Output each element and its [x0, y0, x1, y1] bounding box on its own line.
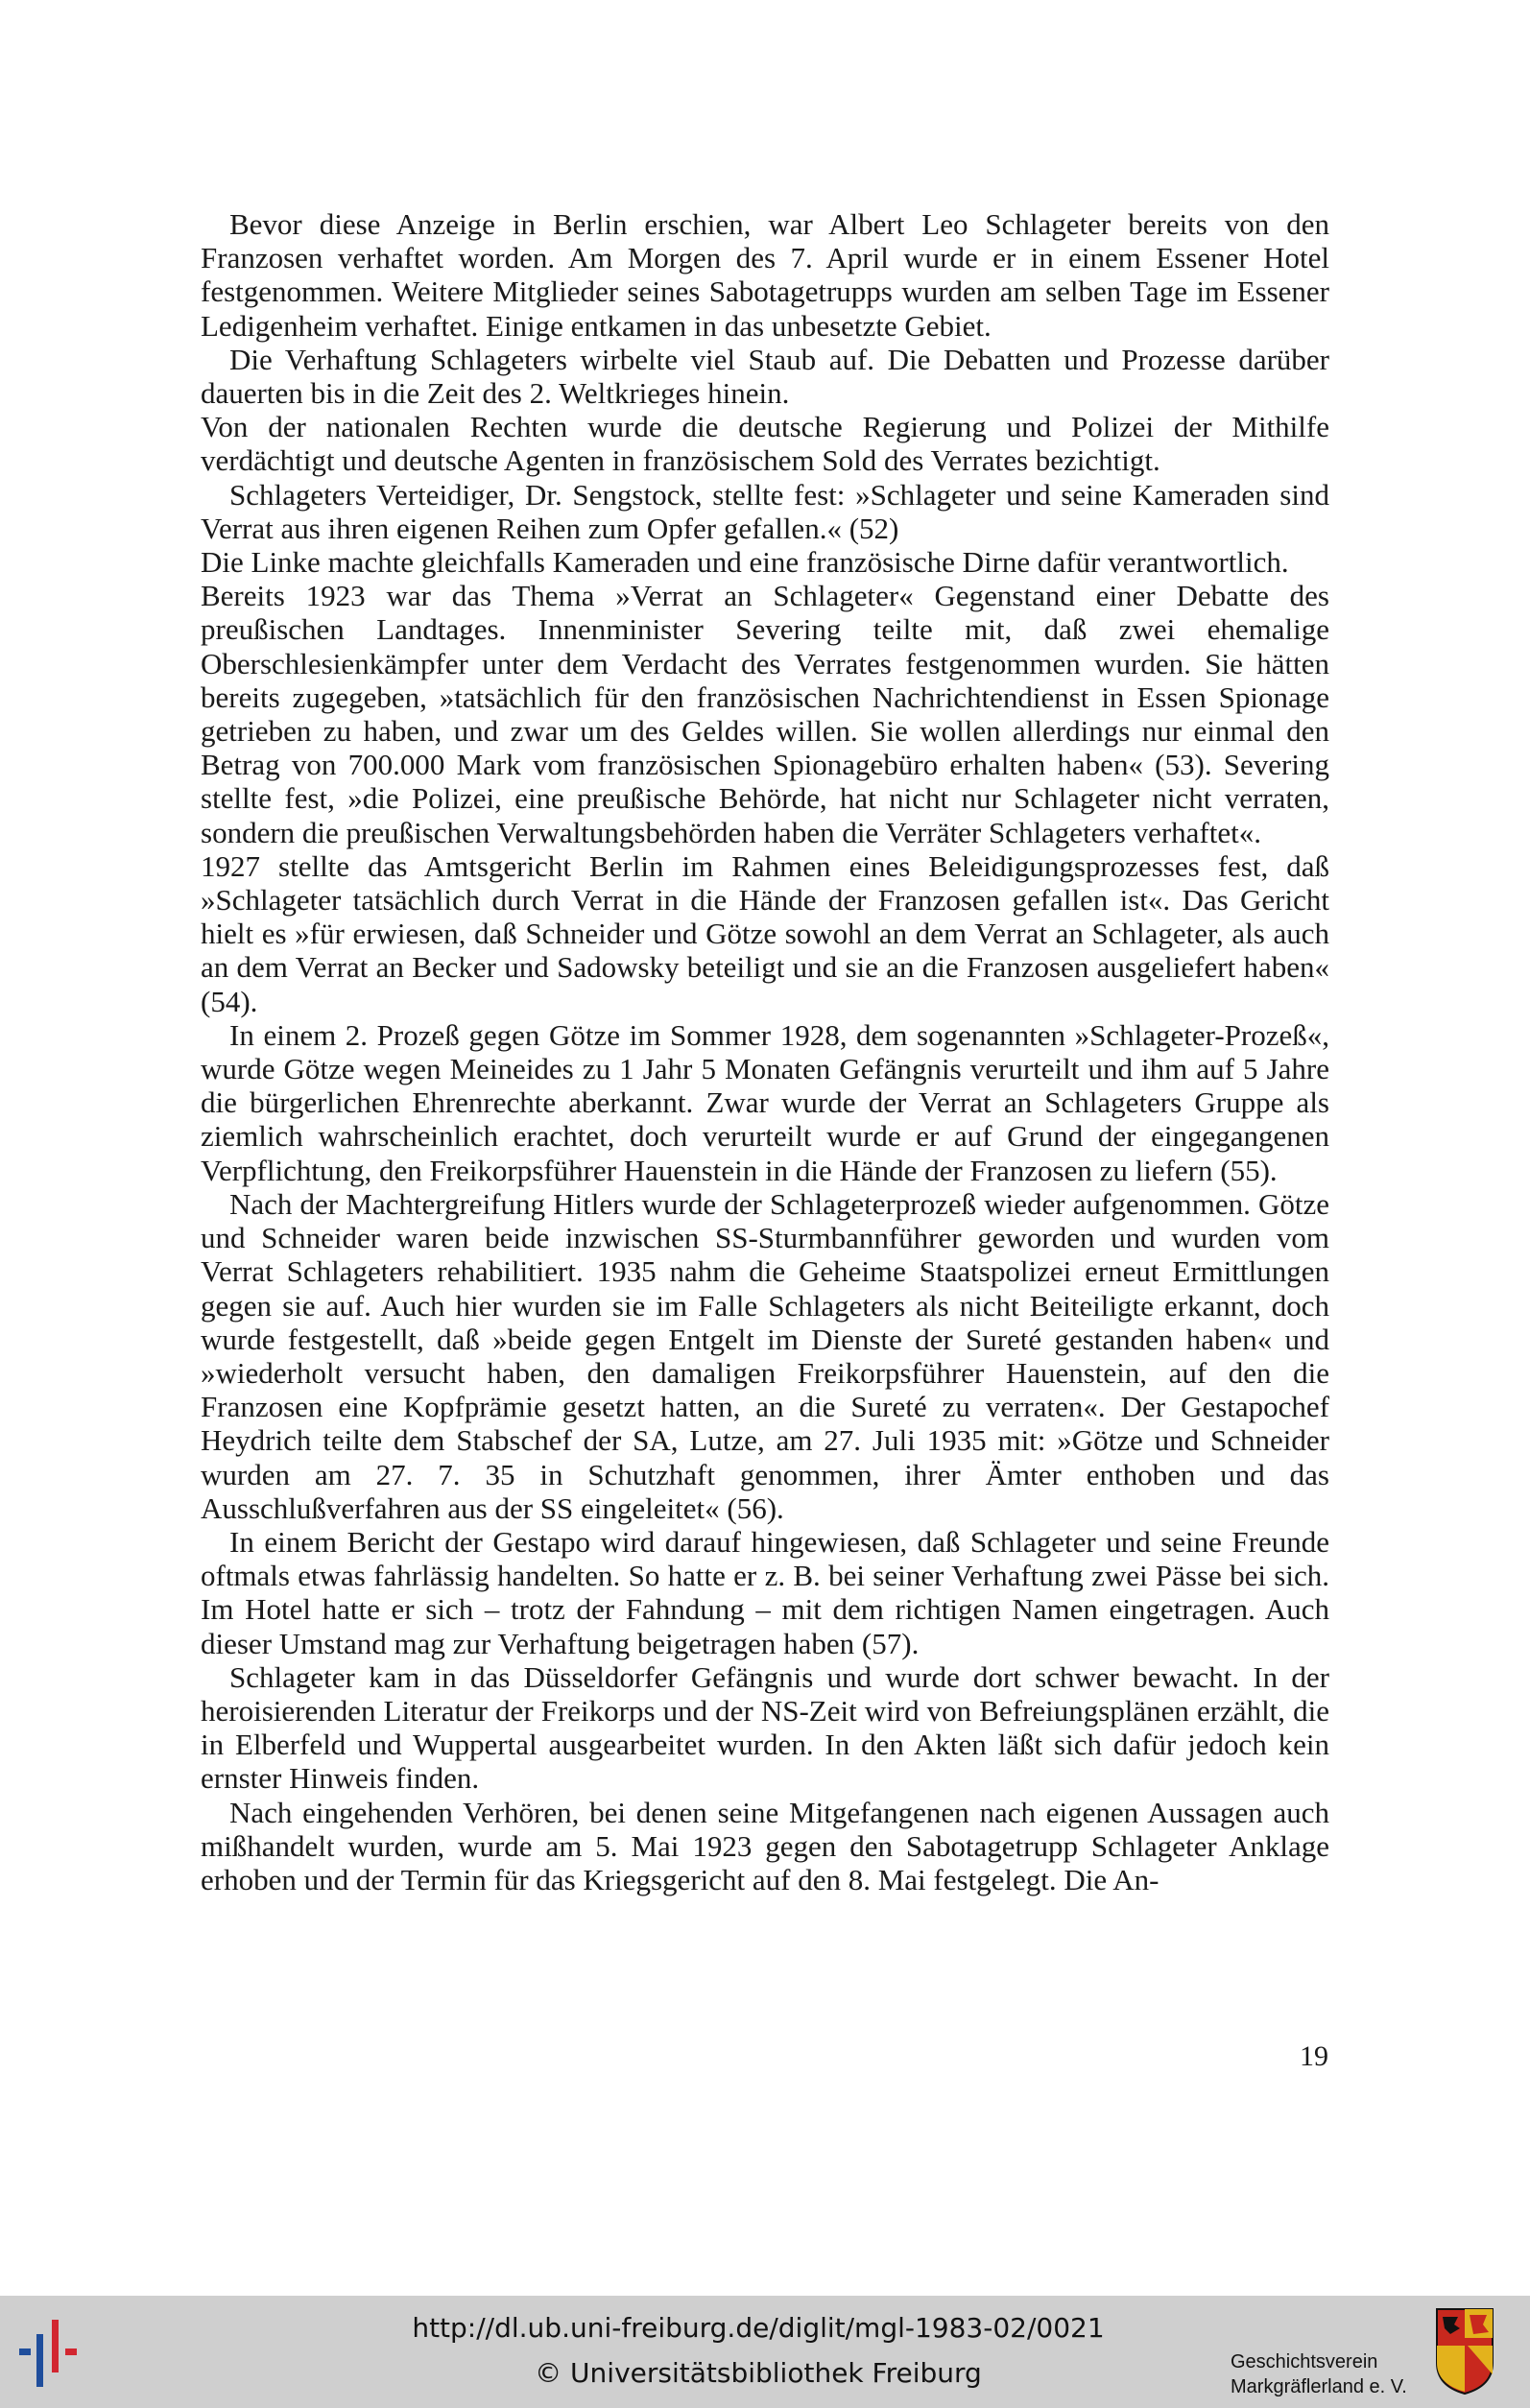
paragraph: Schlageters Verteidiger, Dr. Sengstock, stellte fest: »Schlageter und seine Kameraden sind Verrat aus ihren eigenen Reihen zum Opfer gefallen.« (52)	[201, 477, 1329, 545]
society-name-line: Markgräflerland e. V.	[1231, 2376, 1407, 2397]
paragraph: Nach eingehenden Verhören, bei denen seine Mitgefangenen nach eigenen Aussagen auch mißhandelt wurden, wurde am 5. Mai 1923 gegen den Sabotagetrupp Schlageter Anklage erhoben und der Termin für das Kriegsgericht auf den 8. Mai festgelegt. Die An-	[201, 1795, 1329, 1896]
footer-url-link[interactable]: http://dl.ub.uni-freiburg.de/diglit/mgl-1983-02/0021	[412, 2312, 1105, 2344]
paragraph: In einem 2. Prozeß gegen Götze im Sommer 1928, dem sogenannten »Schlageter-Prozeß«, wurde Götze wegen Meineides zu 1 Jahr 5 Monaten Gefängnis verurteilt und ihm auf 5 Jahre die bürgerlichen Ehrenrechte aberkannt. Zwar wurde der Verrat an Schlageters Gruppe als ziemlich wahrscheinlich erachtet, doch verurteilt wurde er auf Grund der eingegangenen Verpflichtung, den Freikorpsführer Hauenstein in die Hände der Franzosen zu liefern (55).	[201, 1017, 1329, 1187]
society-name	[1231, 2349, 1422, 2399]
logo-bar-right	[65, 2348, 77, 2355]
ub-freiburg-logo-icon[interactable]	[17, 2320, 98, 2387]
shield-quarter-gold-lower	[1437, 2346, 1465, 2392]
paragraph: Bevor diese Anzeige in Berlin erschien, war Albert Leo Schlageter bereits von den Franzosen verhaftet worden. Am Morgen des 7. April wurde er in einem Essener Hotel festgenommen. Weitere Mitglieder seines Sabotagetrupps wurden am selben Tage im Essener Ledigenheim verhaftet. Einige entkamen in das unbesetzte Gebiet.	[201, 207, 1329, 343]
paragraph: Die Verhaftung Schlageters wirbelte viel Staub auf. Die Debatten und Prozesse darüber dauerten bis in die Zeit des 2. Weltkrieges hinein.	[201, 342, 1329, 411]
footer-copyright: © Universitätsbibliothek Freiburg	[535, 2357, 982, 2389]
logo-bar-left	[19, 2348, 31, 2355]
society-name-line: Geschichtsverein	[1231, 2351, 1378, 2372]
paragraph: Von der nationalen Rechten wurde die deutsche Regierung und Polizei der Mithilfe verdächtigt und deutsche Agenten in französischem Sold des Verrates bezichtigt.	[201, 410, 1329, 478]
coat-of-arms-icon[interactable]	[1435, 2307, 1494, 2396]
page-number: 19	[1300, 2040, 1328, 2072]
paragraph: In einem Bericht der Gestapo wird darauf hingewiesen, daß Schlageter und seine Freunde oftmals etwas fahrlässig handelten. So hatte er z. B. bei seiner Verhaftung zwei Pässe bei sich. Im Hotel hatte er sich – trotz der Fahndung – mit dem richtigen Namen eingetragen. Auch dieser Umstand mag zur Verhaftung beigetragen haben (57).	[201, 1524, 1329, 1660]
paragraph: Nach der Machtergreifung Hitlers wurde der Schlageterprozeß wieder aufgenommen. Götze und Schneider waren beide inzwischen SS-Sturmbannführer geworden und wurden vom Verrat Schlageters rehabilitiert. 1935 nahm die Geheime Staatspolizei erneut Ermittlungen gegen sie auf. Auch hier wurden sie im Falle Schlageters als nicht Beiteiligte erkannt, doch wurde festgestellt, daß »beide gegen Entgelt im Dienste der Sureté gestanden haben« und »wiederholt versucht haben, den damaligen Freikorpsführer Hauenstein, auf den die Franzosen eine Kopfprämie gesetzt hatten, an die Sureté zu verraten«. Der Gestapochef Heydrich teilte dem Stabschef der SA, Lutze, am 27. Juli 1935 mit: »Götze und Schneider wurden am 27. 7. 35 in Schutzhaft genommen, ihrer Ämter enthoben und das Ausschlußverfahren aus der SS eingeleitet« (56).	[201, 1186, 1329, 1525]
logo-bar-tall-blue	[36, 2334, 43, 2387]
paragraph: 1927 stellte das Amtsgericht Berlin im Rahmen eines Beleidigungsprozesses fest, daß »Schlageter tatsächlich durch Verrat in die Hände der Franzosen gefallen ist«. Das Gericht hielt es »für erwiesen, daß Schneider und Götze sowohl an dem Verrat an Schlageter, als auch an dem Verrat an Becker und Sadowsky beteiligt und sie an die Franzosen ausgeliefert haben« (54).	[201, 848, 1329, 1018]
body-text	[201, 207, 1329, 1896]
paragraph: Die Linke machte gleichfalls Kameraden und eine französische Dirne dafür verantwortlich.	[201, 545, 1289, 580]
paragraph: Bereits 1923 war das Thema »Verrat an Schlageter« Gegenstand einer Debatte des preußischen Landtages. Innenminister Severing teilte mit, daß zwei ehemalige Oberschlesienkämpfer unter dem Verdacht des Verrates festgenommen wurden. Sie hätten bereits zugegeben, »tatsächlich für den französischen Nachrichtendienst in Essen Spionage getrieben zu haben, und zwar um des Geldes willen. Sie wollen allerdings nur einmal den Betrag von 700.000 Mark vom französischen Spionagebüro erhalten haben« (53). Severing stellte fest, »die Polizei, eine preußische Behörde, hat nicht nur Schlageter nicht verraten, sondern die preußischen Verwaltungsbehörden haben die Verräter Schlageters verhaftet«.	[201, 579, 1329, 849]
logo-bar-tall-red	[52, 2320, 59, 2372]
footer-bar	[0, 2296, 1530, 2408]
paragraph: Schlageter kam in das Düsseldorfer Gefängnis und wurde dort schwer bewacht. In der heroisierenden Literatur der Freikorps und der NS-Zeit wird von Befreiungsplänen erzählt, die in Elberfeld und Wuppertal ausgearbeitet wurden. In den Akten läßt sich dafür jedoch kein ernster Hinweis finden.	[201, 1659, 1329, 1796]
